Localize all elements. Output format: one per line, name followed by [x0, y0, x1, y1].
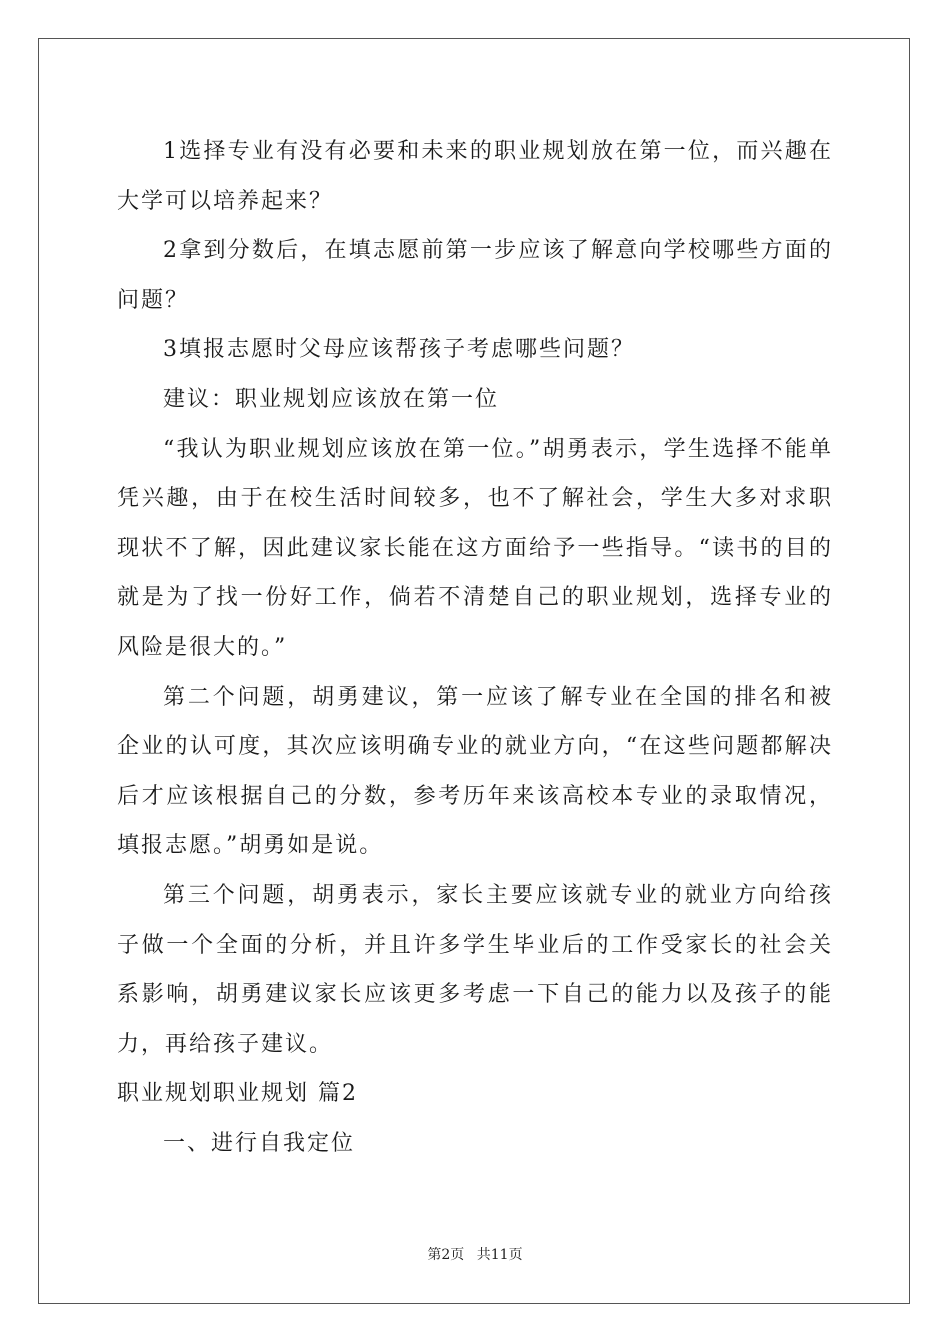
- page-footer: [0, 1244, 950, 1264]
- paragraph-quote: “我认为职业规划应该放在第一位。”胡勇表示，学生选择不能单凭兴趣，由于在校生活时间较多，也不了解社会，学生大多对求职现状不了解，因此建议家长能在这方面给予一些指导。“读书的目的就是为了找一份好工作，倘若不清楚自己的职业规划，选择专业的风险是很大的。”: [117, 436, 833, 660]
- paragraph-question-2: 2拿到分数后，在填志愿前第一步应该了解意向学校哪些方面的问题？: [117, 238, 833, 313]
- paragraph-third-question: 第三个问题，胡勇表示，家长主要应该就专业的就业方向给孩子做一个全面的分析，并且许多学生毕业后的工作受家长的社会关系影响，胡勇建议家长应该更多考虑一下自己的能力以及孩子的能力，再给孩子建议。: [117, 882, 833, 1057]
- section-heading: 职业规划职业规划 篇2: [117, 1081, 358, 1107]
- subsection-heading: 一、进行自我定位: [163, 1130, 356, 1156]
- page-total: 共11页: [476, 1247, 523, 1263]
- paragraph-second-question: 第二个问题，胡勇建议，第一应该了解专业在全国的排名和被企业的认可度，其次应该明确专业的就业方向，“在这些问题都解决后才应该根据自己的分数，参考历年来该高校本专业的录取情况，填报志愿。”胡勇如是说。: [117, 684, 833, 859]
- document-body: [117, 127, 833, 1168]
- paragraph-suggestion-heading: 建议：职业规划应该放在第一位: [163, 386, 500, 412]
- page-number: 第2页: [427, 1247, 465, 1263]
- paragraph-question-3: 3填报志愿时父母应该帮孩子考虑哪些问题？: [163, 337, 635, 363]
- paragraph-question-1: 1选择专业有没有必要和未来的职业规划放在第一位，而兴趣在大学可以培养起来？: [117, 139, 833, 214]
